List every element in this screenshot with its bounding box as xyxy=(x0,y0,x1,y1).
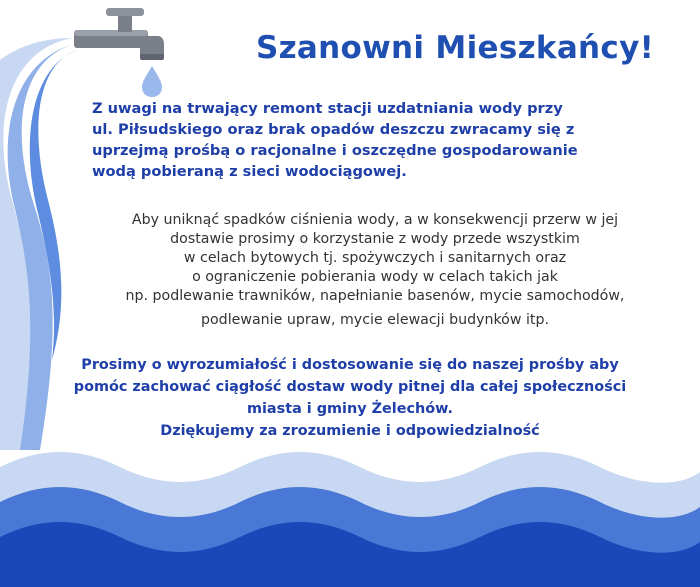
body-line: dostawie prosimy o korzystanie z wody przede wszystkim xyxy=(170,231,580,247)
intro-line: Z uwagi na trwający remont stacji uzdatniania wody przy xyxy=(92,100,563,117)
body-line: podlewanie upraw, mycie elewacji budynków itp. xyxy=(201,312,549,328)
body-line: np. podlewanie trawników, napełnianie basenów, mycie samochodów, xyxy=(125,288,625,304)
closing-line: pomóc zachować ciągłość dostaw wody pitnej dla całej społeczności xyxy=(73,379,627,395)
intro-line: wodą pobieraną z sieci wodociągowej. xyxy=(92,163,407,180)
body-line: o ograniczenie pobierania wody w celach takich jak xyxy=(192,269,558,285)
body-line: Aby uniknąć spadków ciśnienia wody, a w konsekwencji przerw w jej xyxy=(131,212,619,228)
closing-line: Prosimy o wyrozumiałość i dostosowanie się do naszej prośby aby xyxy=(81,357,619,373)
page-title: Szanowni Mieszkańcy! xyxy=(255,30,655,66)
body-line: w celach bytowych tj. spożywczych i sanitarnych oraz xyxy=(183,250,567,266)
intro-line: uprzejmą prośbą o racjonalne i oszczędne gospodarowanie xyxy=(92,142,578,159)
intro-paragraph xyxy=(92,98,692,182)
waves-decoration xyxy=(0,447,700,587)
closing-line: Dziękujemy za zrozumienie i odpowiedzialność xyxy=(160,423,540,439)
body-paragraph xyxy=(60,211,690,330)
water-faucet-icon xyxy=(74,8,164,60)
water-drop-icon xyxy=(142,66,162,97)
closing-paragraph xyxy=(10,354,690,442)
closing-line: miasta i gminy Żelechów. xyxy=(246,401,453,417)
intro-line: ul. Piłsudskiego oraz brak opadów deszczu zwracamy się z xyxy=(92,121,575,138)
